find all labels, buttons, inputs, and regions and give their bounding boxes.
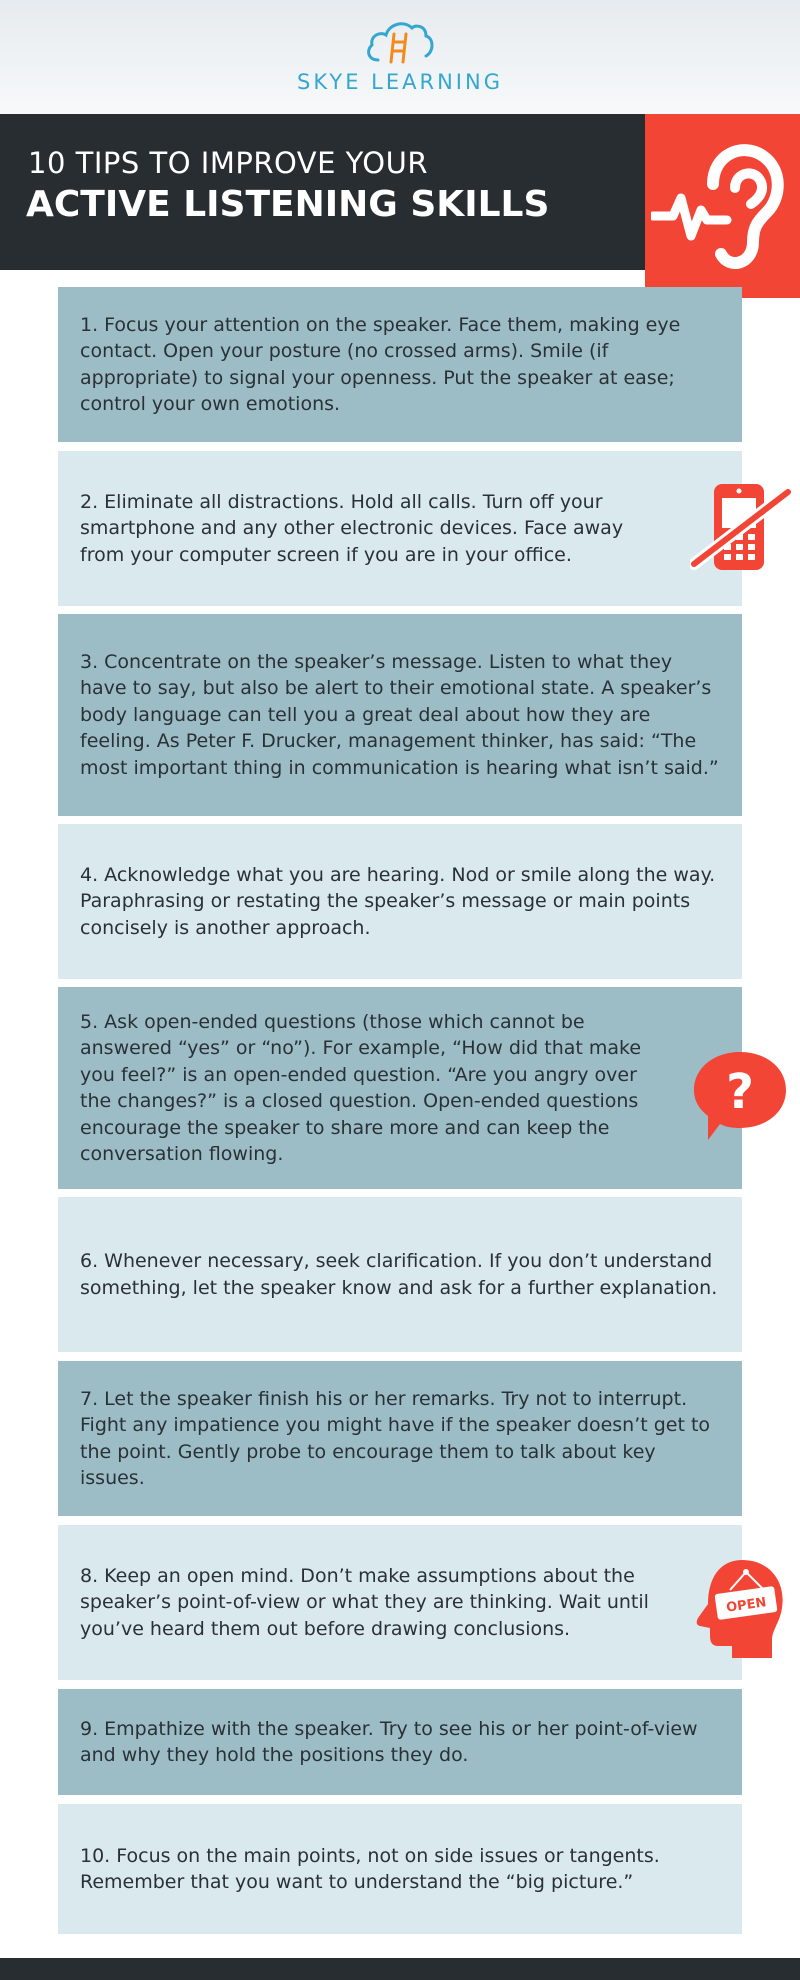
no-phone-icon [690, 478, 792, 578]
logo-header [0, 0, 800, 114]
tip-4 [58, 824, 742, 979]
tip-10 [58, 1804, 742, 1934]
tip-text: 5. Ask open-ended questions (those which cannot be answered “yes” or “no”). For example, “How did that make you feel?” is an open-ended question. “Are you angry over the changes?” is a closed question. Open-ended questions encourage the speaker to share more and can keep the conversation flowing. [80, 1010, 642, 1165]
ear-with-soundwave-icon [651, 132, 800, 282]
brand-name-part1: SKYE [297, 70, 372, 94]
tip-3 [58, 614, 742, 816]
tip-2 [58, 451, 742, 606]
cloud-ladder-logo-icon [364, 16, 436, 64]
tip-text: 4. Acknowledge what you are hearing. Nod or smile along the way. Paraphrasing or restating the speaker’s message or main points concisely is another approach. [80, 863, 716, 939]
ear-icon-box [645, 114, 800, 298]
svg-text:?: ? [726, 1064, 754, 1120]
tip-8 [58, 1525, 742, 1680]
tip-text: 3. Concentrate on the speaker’s message. Listen to what they have to say, but also be alert to their emotional state. A speaker’s body language can tell you a great deal about how they are feeling. As Peter F. Drucker, management thinker, has said: “The most important thing in communication is hearing what isn’t said.” [80, 650, 719, 779]
tip-7 [58, 1361, 742, 1516]
tip-5 [58, 987, 742, 1189]
tip-1 [58, 287, 742, 442]
tip-text: 2. Eliminate all distractions. Hold all calls. Turn off your smartphone and any other electronic devices. Face away from your computer screen if you are in your office. [80, 490, 624, 566]
tip-text: 7. Let the speaker finish his or her remarks. Try not to interrupt. Fight any impatience you might have if the speaker doesn’t get to the point. Gently probe to encourage them to talk about key issues. [80, 1387, 711, 1489]
open-sign-label: OPEN [725, 1595, 768, 1616]
title-line-1: 10 TIPS TO IMPROVE YOUR [28, 146, 428, 180]
tip-text: 6. Whenever necessary, seek clarification. If you don’t understand something, let the speaker know and ask for a further explanation. [80, 1250, 718, 1299]
tip-9 [58, 1689, 742, 1795]
brand-name [0, 70, 800, 94]
brand-name-part2: LEARNING [371, 70, 503, 94]
tip-6 [58, 1197, 742, 1352]
tip-text: 8. Keep an open mind. Don’t make assumptions about the speaker’s point-of-view or what they are thinking. Wait until you’ve heard them out before drawing conclusions. [80, 1564, 649, 1640]
tip-text: 9. Empathize with the speaker. Try to see his or her point-of-view and why they hold the positions they do. [80, 1717, 698, 1766]
tip-text: 10. Focus on the main points, not on side issues or tangents. Remember that you want to understand the “big picture.” [80, 1844, 660, 1893]
open-mind-head-icon [692, 1556, 788, 1662]
question-bubble-icon [690, 1050, 790, 1142]
footer-bar [0, 1958, 800, 1980]
title-line-2: ACTIVE LISTENING SKILLS [26, 184, 550, 225]
tip-text: 1. Focus your attention on the speaker. Face them, making eye contact. Open your posture (no crossed arms). Smile (if appropriate) to signal your openness. Put the speaker at ease; control your own emotions. [80, 313, 681, 415]
